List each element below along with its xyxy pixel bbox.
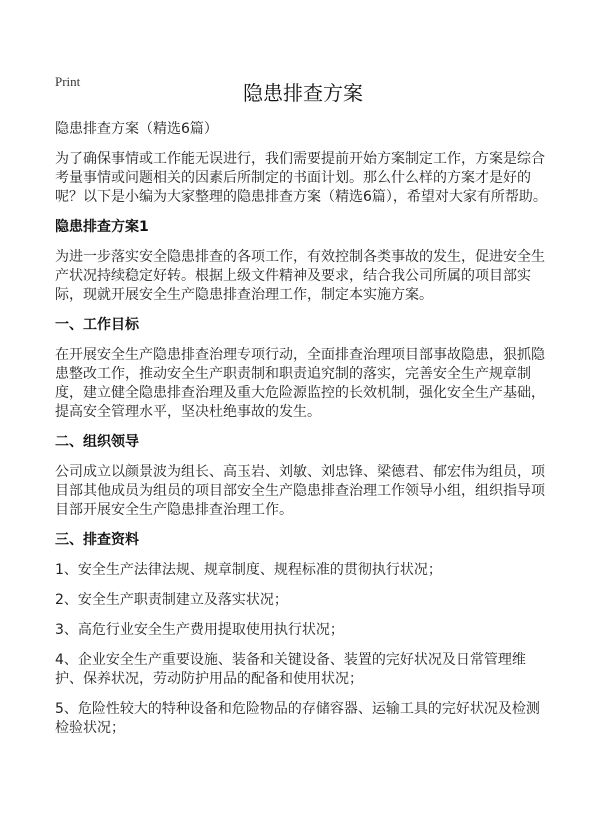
goal-paragraph: 在开展安全生产隐患排查治理专项行动，全面排查治理项目部事故隐患，狠抓隐患整改工作，推动安全生产职责制和职责追究制的落实，完善安全生产规章制度，建立健全隐患排查治理及重大危险源监控的长效机制，强化安全生产基础，提高安全管理水平，坚决杜绝事故的发生。 [55,347,545,420]
list-item: 1、安全生产法律法规、规章制度、规程标准的贯彻执行状况； [55,562,442,578]
subtitle: 隐患排查方案（精选6篇） [55,121,218,137]
heading-items: 三、排查资料 [55,532,139,548]
heading-goal: 一、工作目标 [55,317,139,333]
list-item: 3、高危行业安全生产费用提取使用执行状况； [55,622,344,638]
document-body [55,80,551,749]
section-heading: 隐患排查方案1 [55,219,149,235]
list-item: 4、企业安全生产重要设施、装备和关键设备、装置的完好状况及日常管理维护、保养状况，劳动防护用品的配备和使用状况； [55,652,526,687]
intro-paragraph: 为了确保事情或工作能无误进行，我们需要提前开始方案制定工作，方案是综合考量事情或问题相关的因素后所制定的书面计划。那么什么样的方案才是好的呢？以下是小编为大家整理的隐患排查方案（精选6篇），希望对大家有所帮助。 [55,151,547,205]
page-title: 隐患排查方案 [243,81,363,105]
heading-organization: 二、组织领导 [55,434,139,450]
print-link[interactable]: Print [55,74,81,89]
list-item: 5、危险性较大的特种设备和危险物品的存储容器、运输工具的完好状况及检测检验状况； [55,701,540,736]
organization-paragraph: 公司成立以颜景波为组长、高玉岩、刘敏、刘忠锋、梁德君、郁宏伟为组员，项目部其他成员为组员的项目部安全生产隐患排查治理工作领导小组，组织指导项目部开展安全生产隐患排查治理工作。 [55,464,545,518]
section-intro: 为进一步落实安全隐患排查的各项工作，有效控制各类事故的发生，促进安全生产状况持续稳定好转。根据上级文件精神及要求，结合我公司所属的项目部实际，现就开展安全生产隐患排查治理工作，制定本实施方案。 [55,249,545,303]
list-item: 2、安全生产职责制建立及落实状况； [55,592,288,608]
